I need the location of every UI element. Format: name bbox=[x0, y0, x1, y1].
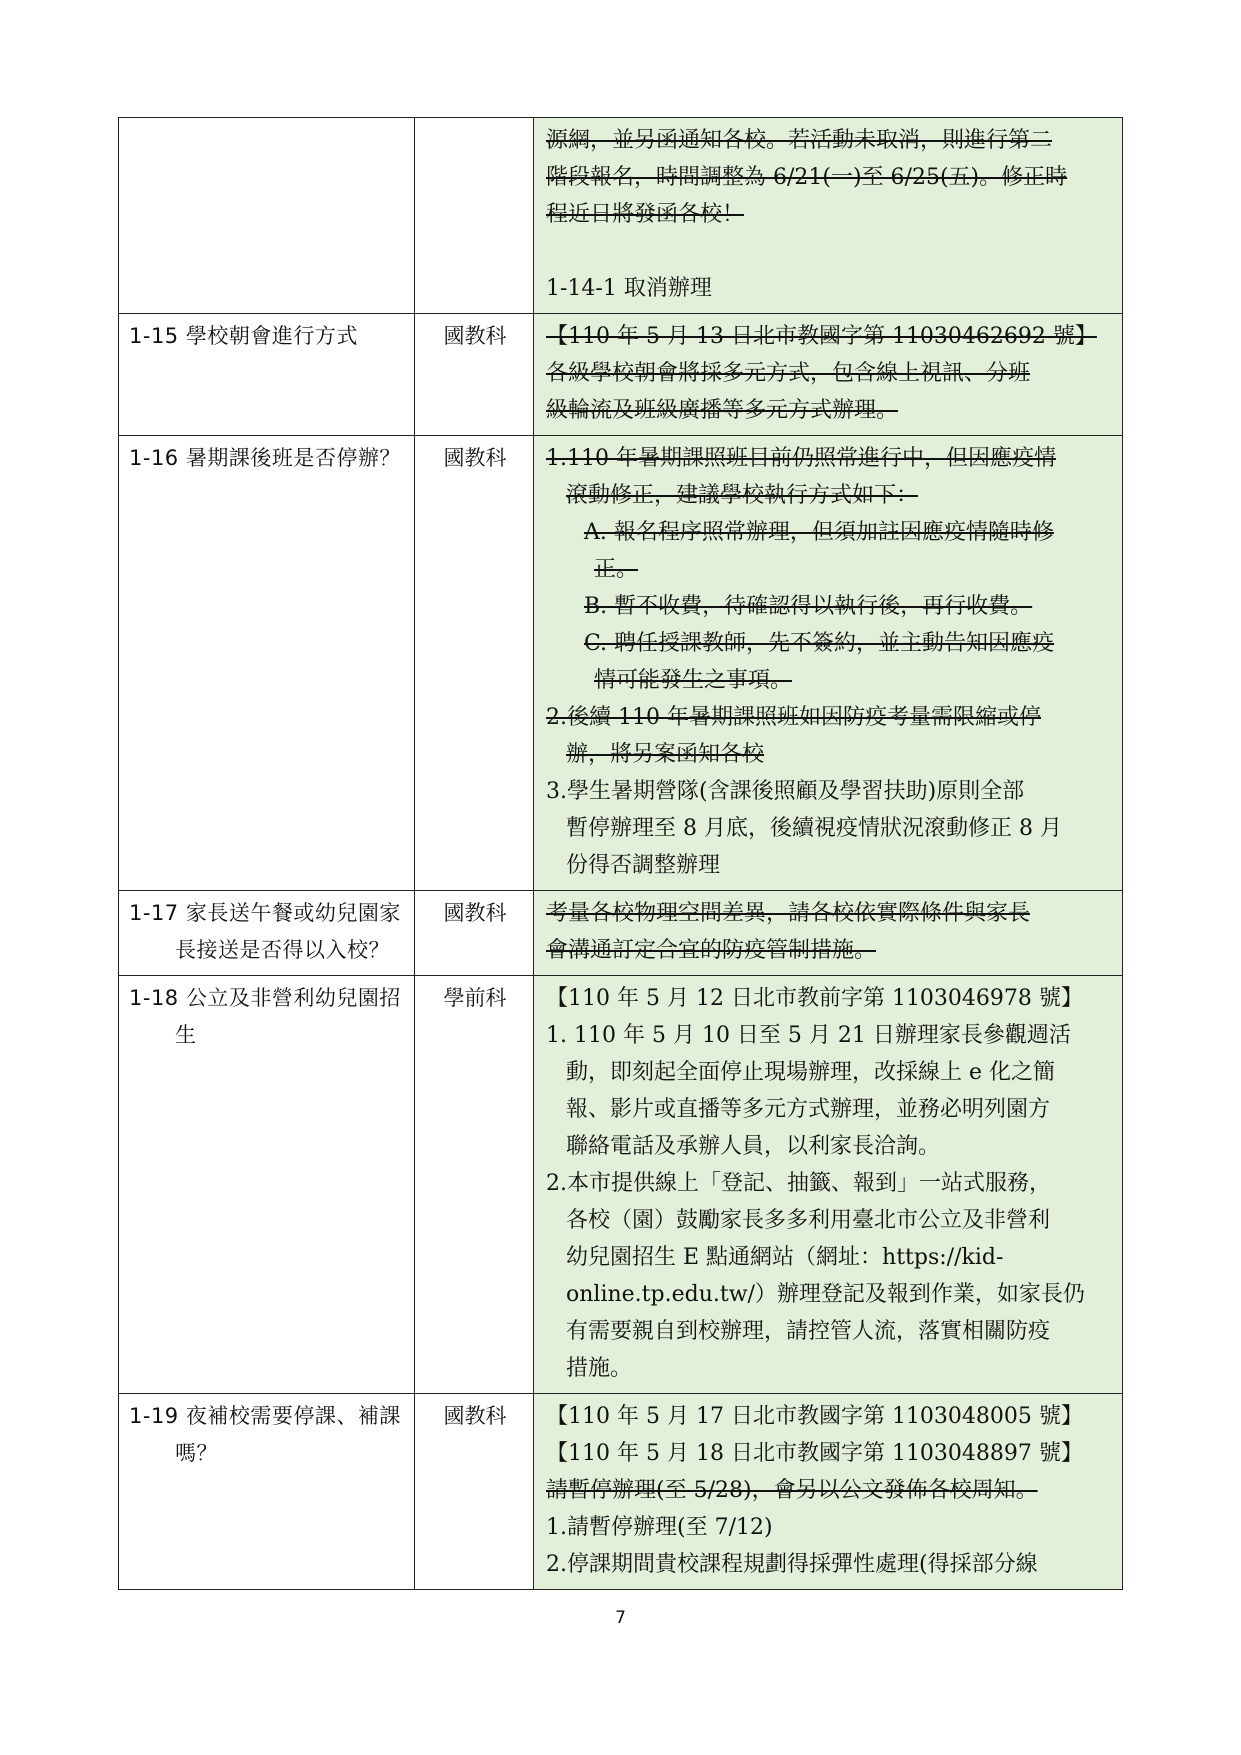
department-cell: 國教科 bbox=[415, 891, 534, 976]
content-line: 有需要親自到校辦理，請控管人流，落實相關防疫 bbox=[566, 1319, 1051, 1344]
item-cell bbox=[119, 436, 415, 891]
table-row bbox=[119, 976, 1123, 1394]
struck-content-line: 源網，並另函通知各校。若活動未取消，則進行第二 bbox=[546, 128, 1053, 153]
struck-content-line: 1.110 年暑期課照班目前仍照常進行中，但因應疫情 bbox=[546, 446, 1056, 471]
content-cell bbox=[534, 118, 1123, 314]
struck-content-line: 2.後續 110 年暑期課照班如因防疫考量需限縮或停 bbox=[546, 705, 1041, 730]
item-title: 1-19 夜補校需要停課、補課嗎？ bbox=[129, 1404, 401, 1465]
item-title: 1-16 暑期課後班是否停辦？ bbox=[129, 446, 401, 470]
struck-content-line: 級輪流及班級廣播等多元方式辦理。 bbox=[546, 398, 899, 423]
content-line: 幼兒園招生 E 點通網站（網址：https://kid- bbox=[566, 1245, 1004, 1270]
content-line: 【110 年 5 月 12 日北市教前字第 1103046978 號】 bbox=[546, 986, 1083, 1011]
department-cell: 國教科 bbox=[415, 314, 534, 436]
struck-content-line: 辦，將另案函知各校 bbox=[566, 742, 765, 767]
content-cell bbox=[534, 436, 1123, 891]
content-line: 動，即刻起全面停止現場辦理，改採線上 e 化之簡 bbox=[566, 1060, 1056, 1085]
content-line: 報、影片或直播等多元方式辦理，並務必明列園方 bbox=[566, 1097, 1051, 1122]
item-cell bbox=[119, 118, 415, 314]
struck-content-line: 會溝通訂定合宜的防疫管制措施。 bbox=[546, 938, 877, 963]
item-title: 1-17 家長送午餐或幼兒園家長接送是否得以入校？ bbox=[129, 901, 401, 962]
content-line: 1.請暫停辦理(至 7/12) bbox=[546, 1515, 773, 1540]
department-cell: 國教科 bbox=[415, 436, 534, 891]
struck-content-line: 滾動修正，建議學校執行方式如下： bbox=[566, 483, 919, 508]
table-row bbox=[119, 891, 1123, 976]
struck-content-line: 請暫停辦理(至 5/28)，會另以公文發佈各校周知。 bbox=[546, 1478, 1038, 1503]
content-line: 【110 年 5 月 17 日北市教國字第 1103048005 號】 bbox=[546, 1404, 1083, 1429]
item-cell bbox=[119, 976, 415, 1394]
table-row bbox=[119, 1394, 1123, 1590]
content-line: 措施。 bbox=[566, 1356, 633, 1381]
page-number: 7 bbox=[615, 1608, 626, 1628]
struck-content-line: C. 聘任授課教師，先不簽約，並主動告知因應疫 bbox=[584, 631, 1055, 656]
content-cell bbox=[534, 976, 1123, 1394]
item-cell bbox=[119, 891, 415, 976]
content-line: 暫停辦理至 8 月底，後續視疫情狀況滾動修正 8 月 bbox=[566, 816, 1062, 841]
content-line: 聯絡電話及承辦人員，以利家長洽詢。 bbox=[566, 1134, 941, 1159]
item-cell bbox=[119, 1394, 415, 1590]
content-cell bbox=[534, 314, 1123, 436]
content-line: 2.停課期間貴校課程規劃得採彈性處理(得採部分線 bbox=[546, 1552, 1038, 1577]
struck-content-line: 各級學校朝會將採多元方式，包含線上視訊、分班 bbox=[546, 361, 1031, 386]
struck-content-line: A. 報名程序照常辦理，但須加註因應疫情隨時修 bbox=[584, 520, 1054, 545]
struck-content-line: 階段報名，時間調整為 6/21(一)至 6/25(五)。修正時 bbox=[546, 165, 1068, 190]
content-line: 1-14-1 取消辦理 bbox=[546, 276, 712, 301]
item-cell bbox=[119, 314, 415, 436]
faq-table bbox=[118, 117, 1123, 1590]
content-line: online.tp.edu.tw/）辦理登記及報到作業，如家長仍 bbox=[566, 1282, 1085, 1307]
struck-content-line: B. 暫不收費，待確認得以執行後，再行收費。 bbox=[584, 594, 1033, 619]
table-row bbox=[119, 314, 1123, 436]
item-title: 1-18 公立及非營利幼兒園招生 bbox=[129, 986, 401, 1047]
table-row bbox=[119, 436, 1123, 891]
blank-line bbox=[546, 233, 1112, 270]
table-row bbox=[119, 118, 1123, 314]
content-cell bbox=[534, 1394, 1123, 1590]
struck-content-line: 【110 年 5 月 13 日北市教國字第 11030462692 號】 bbox=[546, 324, 1097, 349]
content-cell bbox=[534, 891, 1123, 976]
struck-content-line: 程近日將發函各校！ bbox=[546, 202, 745, 227]
department-cell: 學前科 bbox=[415, 976, 534, 1394]
struck-content-line: 情可能發生之事項。 bbox=[594, 668, 793, 693]
struck-content-line: 正。 bbox=[594, 557, 639, 582]
department-cell bbox=[415, 118, 534, 314]
content-line: 【110 年 5 月 18 日北市教國字第 1103048897 號】 bbox=[546, 1441, 1083, 1466]
department-cell: 國教科 bbox=[415, 1394, 534, 1590]
content-line: 2.本市提供線上「登記、抽籤、報到」一站式服務， bbox=[546, 1171, 1051, 1196]
content-line: 3.學生暑期營隊(含課後照顧及學習扶助)原則全部 bbox=[546, 779, 1025, 804]
faq-table-body bbox=[119, 118, 1123, 1590]
content-line: 各校（園）鼓勵家長多多利用臺北市公立及非營利 bbox=[566, 1208, 1051, 1233]
content-line: 1. 110 年 5 月 10 日至 5 月 21 日辦理家長參觀週活 bbox=[546, 1023, 1071, 1048]
content-line: 份得否調整辦理 bbox=[566, 853, 721, 878]
item-title: 1-15 學校朝會進行方式 bbox=[129, 324, 358, 348]
struck-content-line: 考量各校物理空間差異，請各校依實際條件與家長 bbox=[546, 901, 1031, 926]
